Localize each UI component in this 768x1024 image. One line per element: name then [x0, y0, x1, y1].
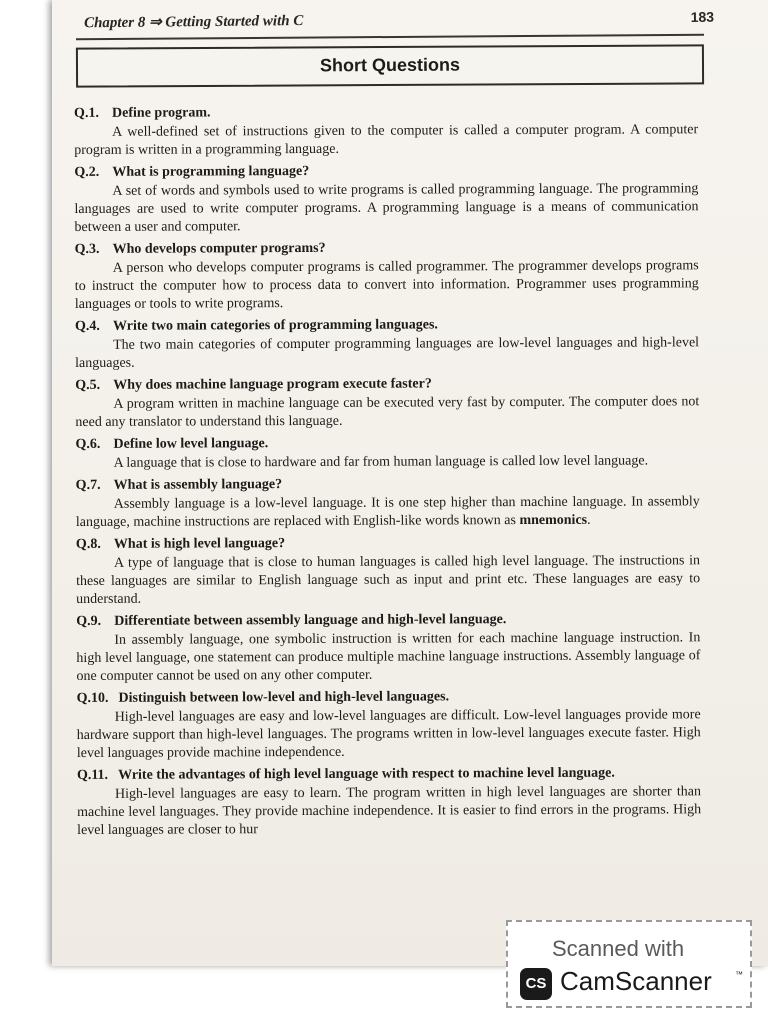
question-number: Q.5.: [75, 377, 101, 393]
answer-text: A person who develops computer programs is called programmer. The programmer develops programs to instruct the computer how to process data to convert into information. Programmer uses programming languages or tools to write programs.: [74, 258, 699, 312]
book-page: [52, 0, 768, 966]
question-number: Q.8.: [75, 536, 101, 552]
watermark-caption: Scanned with: [552, 936, 685, 961]
question-number: Q.4.: [74, 318, 100, 334]
qa-item: [75, 237, 699, 314]
qa-item: [77, 763, 701, 840]
qa-item: [76, 473, 700, 532]
qa-item: [77, 686, 701, 763]
watermark-brand: CamScanner: [560, 966, 712, 996]
qa-item: [76, 532, 700, 609]
answer-text: A language that is close to hardware and far from human language is called low level language.: [113, 453, 649, 471]
section-title: Short Questions: [319, 54, 461, 76]
qa-list: [74, 101, 701, 843]
answer-text-end: .: [587, 512, 591, 528]
question-text: Why does machine language program execute faster?: [113, 376, 432, 393]
camscanner-watermark: [506, 920, 752, 1008]
answer-text: A type of language that is close to human languages is called high level language. The instructions in these languages are similar to English language such as input and print etc. These languages are easy to understand.: [76, 553, 701, 607]
question-text: Define program.: [112, 105, 211, 121]
question-number: Q.1.: [74, 105, 99, 121]
question-number: Q.7.: [75, 477, 101, 493]
page-number: 183: [690, 8, 715, 25]
answer-keyword: mnemonics: [519, 512, 588, 529]
answer-text: The two main categories of computer programming languages are low-level languages and high-level languages.: [75, 335, 700, 371]
answer-text: In assembly language, one symbolic instruction is written for each machine language instruction. In high level language, one statement can produce multiple machine language instructions. Assembly language of one computer cannot be used on any other computer.: [76, 630, 701, 684]
question-number: Q.10.: [76, 690, 109, 706]
answer-text-main: Assembly language is a low-level language. It is one step higher than machine language. In assembly language, machine instructions are replaced with English-like words known as: [75, 494, 700, 530]
question-text: Write two main categories of programming languages.: [112, 317, 438, 334]
camscanner-logo-icon: CS: [520, 968, 552, 1000]
question-number: Q.3.: [74, 241, 100, 257]
header-divider: [76, 34, 704, 40]
answer-text: A well-defined set of instructions given to the computer is called a computer program. A computer program is written in a programming language.: [74, 122, 699, 158]
question-text: What is assembly language?: [113, 477, 283, 493]
question-number: Q.11.: [76, 767, 109, 783]
qa-item: [75, 373, 699, 432]
answer-text: [76, 493, 700, 532]
question-text: What is high level language?: [113, 536, 286, 552]
question-text: Distinguish between low-level and high-level languages.: [118, 689, 450, 706]
question-text: Differentiate between assembly language and high-level language.: [114, 612, 507, 629]
answer-text: A set of words and symbols used to write programs is called programming language. The programming languages are used to write computer programs. A programming language is a means of communication between a user and computer.: [74, 181, 699, 235]
question-text: Who develops computer programs?: [112, 240, 326, 257]
qa-item: [74, 160, 698, 237]
question-text: Define low level language.: [113, 436, 269, 452]
trademark-symbol: ™: [735, 970, 743, 979]
question-text: What is programming language?: [112, 163, 310, 180]
section-title-box: [76, 44, 704, 87]
qa-item: [75, 432, 699, 473]
qa-item: [76, 609, 700, 686]
qa-item: [74, 101, 698, 160]
question-number: Q.6.: [75, 436, 101, 452]
question-text: Write the advantages of high level language with respect to machine level language.: [118, 765, 615, 783]
question-number: Q.2.: [74, 164, 100, 180]
page-header: [80, 3, 720, 36]
question-number: Q.9.: [76, 613, 102, 629]
answer-text: High-level languages are easy and low-level languages are difficult. Low-level languages provide more hardware support than high-level languages. The programs written in low-level languages execute faster. High level languages provide machine independence.: [76, 707, 701, 761]
qa-item: [75, 314, 699, 373]
answer-text: High-level languages are easy to learn. The program written in high level languages are shorter than machine level languages. They provide machine independence. It is easier to find errors in the programs. High level languages are closer to hur: [77, 784, 702, 838]
chapter-title: Chapter 8 ⇒ Getting Started with C: [83, 13, 304, 32]
answer-text: A program written in machine language can be executed very fast by computer. The computer does not need any translator to understand this language.: [75, 394, 700, 430]
